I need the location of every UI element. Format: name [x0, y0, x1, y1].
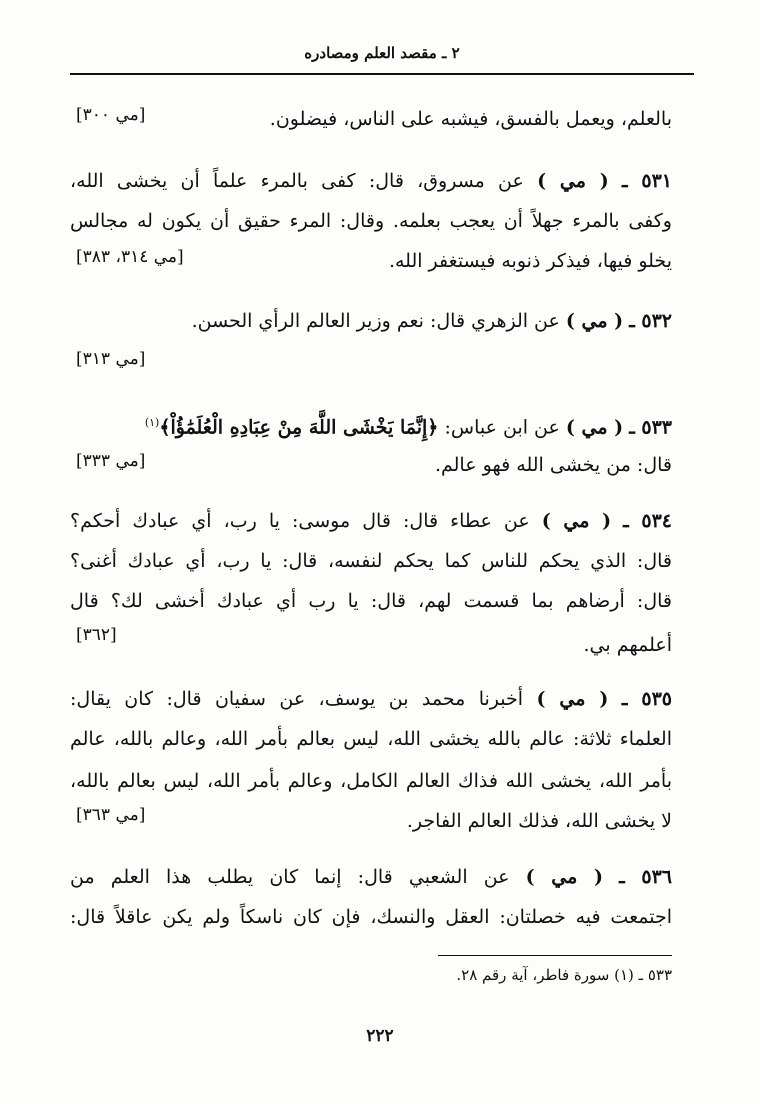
- entry-text: عن ابن عباس:: [444, 416, 560, 439]
- entry-source: ( مي ): [536, 688, 609, 710]
- text-line: قال: الذي يحكم للناس كما يحكم لنفسه، قال: يا رب، أي عبادك أغنى؟: [70, 550, 672, 572]
- text-line: العلماء ثلاثة: عالم بالله يخشى الله، ليس بعالم بأمر الله، وعالم بالله، عالم: [70, 728, 672, 750]
- entry-text: عن الزهري قال: نعم وزير العالم الرأي الحسن.: [191, 310, 560, 332]
- entry-number: ٥٣٢ ـ: [629, 310, 672, 332]
- entry-source: ( مي ): [525, 866, 603, 888]
- entry-text: عن الشعبي قال: إنما كان يطلب هذا العلم من: [70, 866, 510, 888]
- text-line: وكفى بالمرء جهلاً أن يعجب بعلمه. وقال: المرء حقيق أن يكون له مجالس: [70, 210, 672, 232]
- source-ref: [مي ٣٦٣]: [76, 805, 146, 825]
- footnote-rule: [438, 955, 672, 956]
- entry-source: ( مي ): [537, 170, 609, 192]
- source-ref: [مي ٣٠٠]: [76, 105, 146, 125]
- source-ref: [٣٦٢]: [76, 625, 117, 645]
- entry-number: ٥٣٤ ـ: [623, 510, 672, 532]
- text-line: يخلو فيها، فيذكر ذنوبه فيستغفر الله.: [388, 250, 672, 272]
- text-line: قال: من يخشى الله فهو عالم.: [434, 454, 672, 476]
- entry-535-line-1: [70, 684, 672, 714]
- entry-531-line-1: [70, 166, 672, 196]
- entry-text: عن مسروق، قال: كفى بالمرء علماً أن يخشى الله،: [70, 170, 524, 192]
- source-ref: [مي ٣١٤، ٣٨٣]: [76, 247, 184, 267]
- quran-verse: ﴿إِنَّمَا يَخْشَى اللَّهَ مِنْ عِبَادِهِ الْعُلَمَٰؤُاْ﴾: [159, 416, 439, 439]
- entry-number: ٥٣١ ـ: [622, 170, 673, 192]
- entry-536-line-1: [70, 862, 672, 892]
- running-header: ٢ ـ مقصد العلم ومصادره: [304, 44, 460, 62]
- entry-533-line-1: [70, 408, 672, 442]
- entry-number: ٥٣٣ ـ: [629, 416, 672, 439]
- entry-532-line-1: [70, 306, 672, 336]
- text-line: بأمر الله، يخشى الله فذاك العالم الكامل، وعالم بأمر الله، ليس بعالم بالله،: [70, 770, 672, 792]
- entry-text: أخبرنا محمد بن يوسف، عن سفيان قال: كان يقال:: [70, 688, 524, 710]
- entry-number: ٥٣٦ ـ: [619, 866, 672, 888]
- text-line: اجتمعت فيه خصلتان: العقل والنسك، فإن كان ناسكاً ولم يكن عاقلاً قال:: [70, 906, 672, 928]
- entry-source: ( مي ): [541, 510, 612, 532]
- text-line: أعلمهم بي.: [583, 634, 672, 656]
- header-rule: [70, 73, 694, 75]
- entry-534-line-1: [70, 506, 672, 536]
- entry-source: ( مي ): [565, 416, 624, 439]
- page-number: ٢٢٢: [366, 1026, 394, 1046]
- footnote-marker: (١): [144, 416, 160, 429]
- entry-number: ٥٣٥ ـ: [621, 688, 672, 710]
- text-line: بالعلم، ويعمل بالفسق، فيشبه على الناس، فيضلون.: [269, 108, 672, 130]
- entry-source: ( مي ): [565, 310, 624, 332]
- footnote: ٥٣٣ ـ (١) سورة فاطر، آية رقم ٢٨.: [456, 966, 672, 984]
- source-ref: [مي ٣٣٣]: [76, 451, 146, 471]
- text-line: لا يخشى الله، فذلك العالم الفاجر.: [406, 810, 672, 832]
- entry-text: عن عطاء قال: قال موسى: يا رب، أي عبادك أحكم؟: [70, 510, 530, 532]
- source-ref: [مي ٣١٣]: [76, 349, 146, 369]
- text-line: قال: أرضاهم بما قسمت لهم، قال: يا رب أي عبادك أخشى لك؟ قال: [70, 590, 672, 612]
